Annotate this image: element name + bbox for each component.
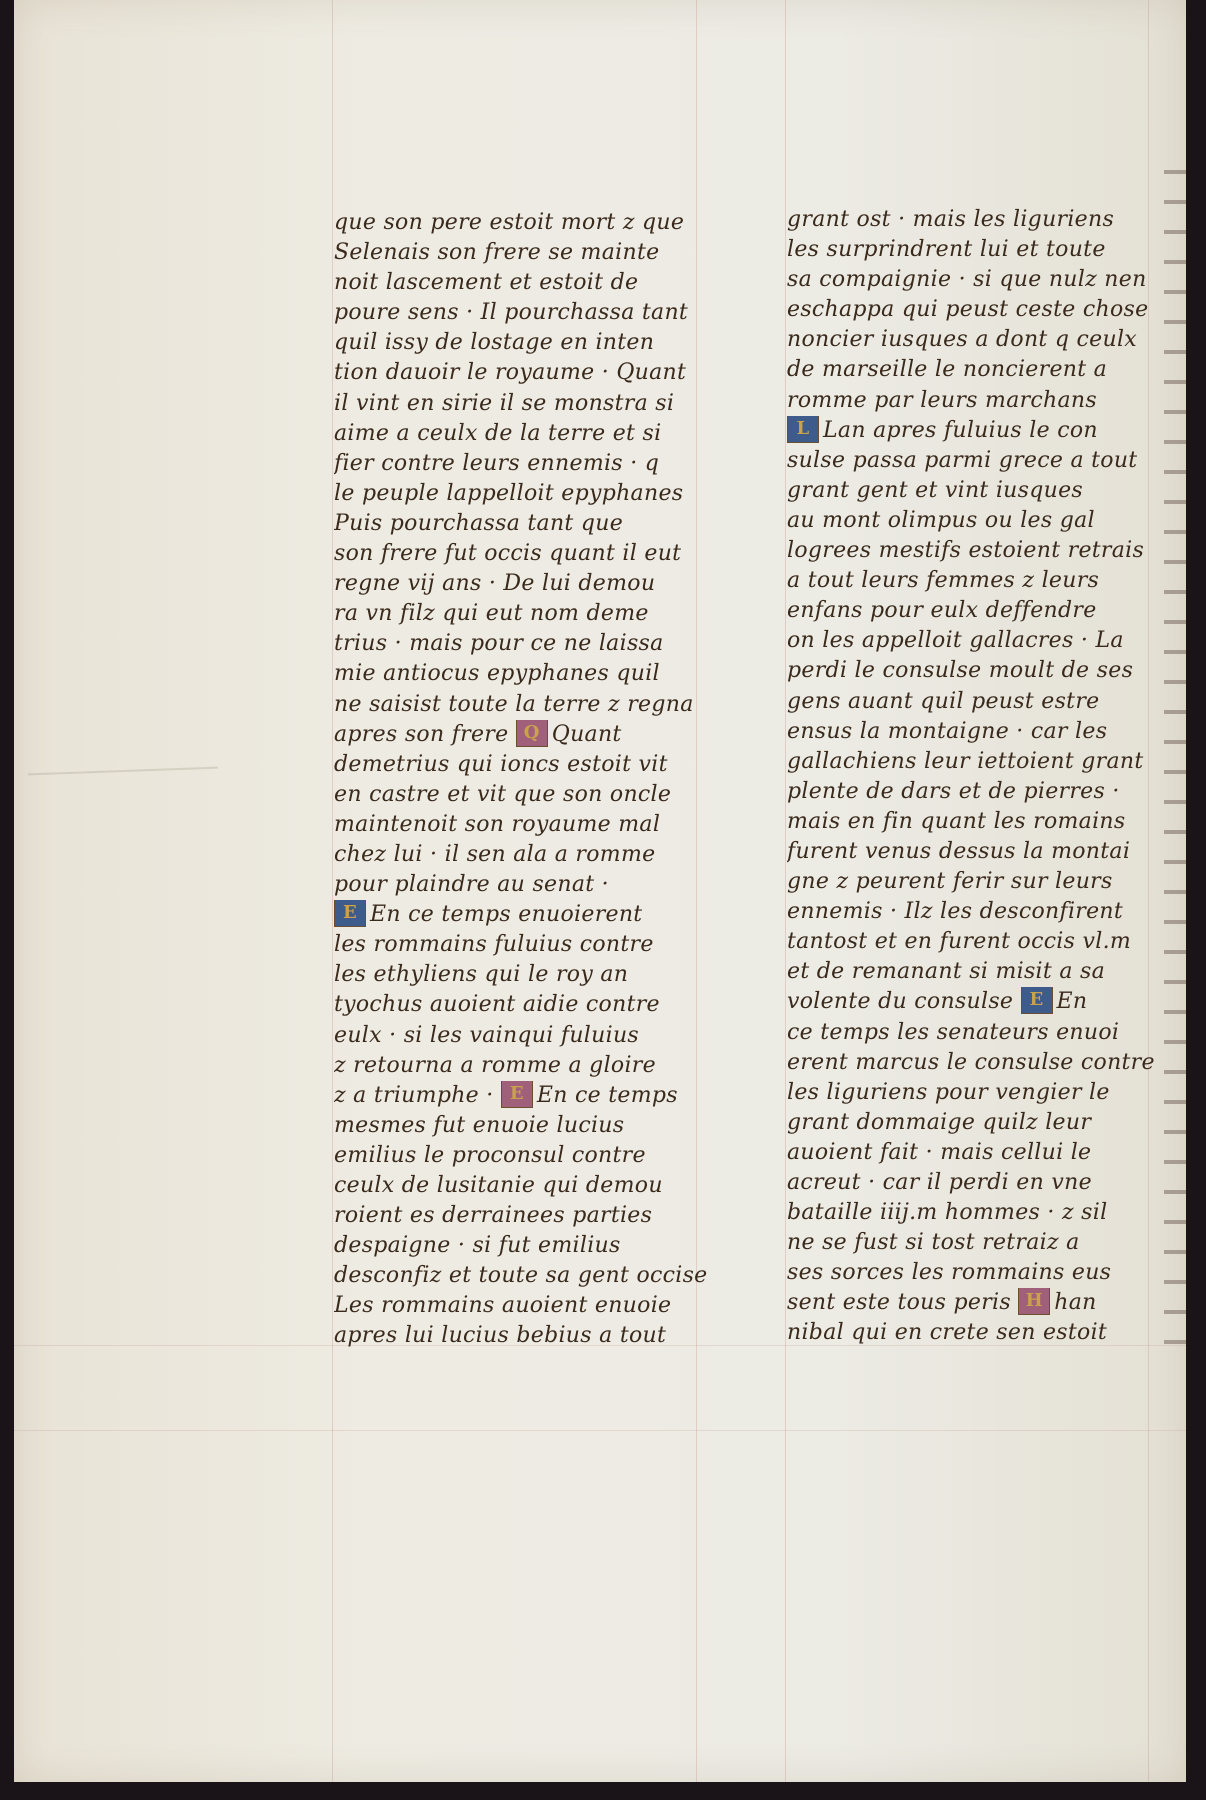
right-text-column <box>787 205 1182 1349</box>
manuscript-line <box>787 1198 1182 1228</box>
manuscript-line <box>334 268 729 298</box>
manuscript-line <box>334 509 729 539</box>
manuscript-line <box>334 569 729 599</box>
line-text: sent este tous peris <box>787 1290 1011 1316</box>
line-text: son frere fut occis quant il eut <box>334 541 682 567</box>
line-text: ceulx de lusitanie qui demou <box>334 1173 663 1198</box>
manuscript-line <box>334 1171 729 1201</box>
manuscript-line <box>787 1018 1182 1048</box>
line-text: tion dauoir le royaume · Quant <box>334 360 687 386</box>
line-text: mais en fin quant les romains <box>787 808 1126 834</box>
line-text: eulx · si les vainqui fuluius <box>334 1022 640 1048</box>
manuscript-line <box>334 1201 729 1231</box>
manuscript-line <box>334 1021 729 1051</box>
line-text: ce temps les senateurs enuoi <box>787 1019 1120 1045</box>
line-text-after-initial: En ce temps <box>536 1082 678 1108</box>
manuscript-line <box>787 235 1182 265</box>
illuminated-initial: H <box>1018 1288 1050 1315</box>
manuscript-line <box>787 596 1182 626</box>
manuscript-line <box>787 416 1182 446</box>
manuscript-line <box>334 449 729 479</box>
illuminated-initial: E <box>1021 987 1053 1014</box>
line-text: tantost et en furent occis vl.m <box>787 929 1132 955</box>
line-text: poure sens · Il pourchassa tant <box>334 300 689 326</box>
line-text-after-initial: En <box>1056 989 1088 1015</box>
line-text: les liguriens pour vengier le <box>787 1079 1110 1105</box>
line-text: apres son frere <box>334 721 509 747</box>
manuscript-line <box>787 687 1182 717</box>
manuscript-line <box>334 1261 729 1291</box>
manuscript-line <box>334 1081 729 1111</box>
ruling-line <box>785 0 786 1782</box>
line-text: desconfiz et toute sa gent occise <box>334 1263 708 1289</box>
manuscript-line <box>787 777 1182 807</box>
line-text: grant ost · mais les liguriens <box>787 207 1115 232</box>
line-text: en castre et vit que son oncle <box>334 781 672 807</box>
manuscript-line <box>787 717 1182 747</box>
line-text: sulse passa parmi grece a tout <box>787 447 1138 473</box>
line-text: nibal qui en crete sen estoit <box>787 1320 1108 1346</box>
line-text: gne z peurent ferir sur leurs <box>787 869 1113 895</box>
line-text: Selenais son frere se mainte <box>334 240 660 266</box>
line-text: grant gent et vint iusques <box>787 477 1084 503</box>
manuscript-line <box>787 747 1182 777</box>
ruling-line <box>14 1430 1186 1431</box>
manuscript-line <box>334 1291 729 1321</box>
line-text: sa compaignie · si que nulz nen <box>787 267 1147 293</box>
line-text: il vint en sirie il se monstra si <box>334 390 675 416</box>
manuscript-line <box>334 659 729 689</box>
line-text: les rommains fuluius contre <box>334 932 654 958</box>
manuscript-line <box>787 656 1182 686</box>
line-text: mesmes fut enuoie lucius <box>334 1112 625 1138</box>
manuscript-line <box>334 389 729 419</box>
line-text: furent venus dessus la montai <box>787 838 1131 864</box>
line-text: fier contre leurs ennemis · q <box>334 450 660 476</box>
line-text: perdi le consulse moult de ses <box>787 658 1134 684</box>
line-text: volente du consulse <box>787 989 1014 1015</box>
manuscript-line <box>334 629 729 659</box>
ruling-line <box>332 0 333 1782</box>
line-text: grant dommaige quilz leur <box>787 1109 1092 1135</box>
line-text: mie antiocus epyphanes quil <box>334 661 660 687</box>
manuscript-line <box>334 990 729 1020</box>
manuscript-line <box>334 780 729 810</box>
manuscript-line <box>334 208 729 238</box>
manuscript-line <box>334 900 729 930</box>
manuscript-line <box>787 1138 1182 1168</box>
line-text: logrees mestifs estoient retrais <box>787 538 1145 564</box>
line-text: ne se fust si tost retraiz a <box>787 1230 1080 1256</box>
manuscript-line <box>787 1108 1182 1138</box>
manuscript-line <box>334 750 729 780</box>
manuscript-line <box>334 1141 729 1171</box>
manuscript-line <box>334 960 729 990</box>
line-text: gallachiens leur iettoient grant <box>787 748 1144 774</box>
manuscript-line <box>787 446 1182 476</box>
manuscript-page <box>14 0 1186 1782</box>
manuscript-line <box>787 295 1182 325</box>
manuscript-line <box>787 957 1182 987</box>
manuscript-line <box>787 1288 1182 1318</box>
line-text: pour plaindre au senat · <box>334 872 609 898</box>
line-text: noncier iusques a dont q ceulx <box>787 327 1137 353</box>
line-text: le peuple lappelloit epyphanes <box>334 480 684 506</box>
line-text: maintenoit son royaume mal <box>334 811 661 837</box>
line-text: auoient fait · mais cellui le <box>787 1139 1092 1165</box>
manuscript-line <box>334 599 729 629</box>
manuscript-line <box>334 419 729 449</box>
line-text: au mont olimpus ou les gal <box>787 507 1095 533</box>
manuscript-line <box>334 479 729 509</box>
line-text: les surprindrent lui et toute <box>787 237 1106 263</box>
line-text: et de remanant si misit a sa <box>787 959 1106 985</box>
line-text: regne vij ans · De lui demou <box>334 571 656 597</box>
line-text: enfans pour eulx deffendre <box>787 598 1097 624</box>
line-text-after-initial: En ce temps enuoierent <box>370 902 643 928</box>
manuscript-line <box>787 325 1182 355</box>
line-text: z retourna a romme a gloire <box>334 1052 656 1078</box>
line-text: demetrius qui ioncs estoit vit <box>334 751 668 777</box>
left-text-column <box>334 208 729 1352</box>
manuscript-line <box>334 810 729 840</box>
manuscript-line <box>787 807 1182 837</box>
manuscript-line <box>334 328 729 358</box>
line-text: trius · mais pour ce ne laissa <box>334 631 664 657</box>
manuscript-line <box>787 837 1182 867</box>
manuscript-line <box>334 238 729 268</box>
line-text: erent marcus le consulse contre <box>787 1049 1155 1075</box>
manuscript-line <box>787 626 1182 656</box>
manuscript-line <box>787 1228 1182 1258</box>
line-text: acreut · car il perdi en vne <box>787 1170 1092 1195</box>
illuminated-initial: E <box>501 1081 533 1108</box>
manuscript-line <box>787 355 1182 385</box>
manuscript-line <box>334 690 729 720</box>
line-text-after-initial: Quant <box>551 721 622 747</box>
manuscript-line <box>334 358 729 388</box>
line-text: bataille iiij.m hommes · z sil <box>787 1200 1108 1226</box>
manuscript-line <box>334 870 729 900</box>
manuscript-line <box>787 1048 1182 1078</box>
manuscript-line <box>787 265 1182 295</box>
line-text: plente de dars et de pierres · <box>787 778 1120 804</box>
line-text: roient es derrainees parties <box>334 1203 653 1229</box>
line-text: Puis pourchassa tant que <box>334 510 624 536</box>
line-text: romme par leurs marchans <box>787 387 1097 413</box>
manuscript-line <box>787 927 1182 957</box>
manuscript-line <box>334 1231 729 1261</box>
line-text: que son pere estoit mort z que <box>334 210 685 235</box>
line-text: a tout leurs femmes z leurs <box>787 568 1100 594</box>
line-text: aime a ceulx de la terre et si <box>334 420 662 446</box>
manuscript-line <box>334 1321 729 1351</box>
line-text: ensus la montaigne · car les <box>787 718 1108 744</box>
manuscript-line <box>334 298 729 328</box>
line-text: emilius le proconsul contre <box>334 1142 646 1168</box>
line-text: ennemis · Ilz les desconfirent <box>787 899 1124 925</box>
manuscript-line <box>787 205 1182 235</box>
line-text: eschappa qui peust ceste chose <box>787 297 1149 323</box>
illuminated-initial: E <box>334 900 366 927</box>
manuscript-line <box>334 930 729 960</box>
line-text: ses sorces les rommains eus <box>787 1260 1112 1286</box>
manuscript-line <box>787 987 1182 1017</box>
line-text: noit lascement et estoit de <box>334 270 639 296</box>
manuscript-line <box>787 867 1182 897</box>
line-text: chez lui · il sen ala a romme <box>334 841 656 867</box>
manuscript-line <box>787 386 1182 416</box>
line-text: on les appelloit gallacres · La <box>787 628 1124 654</box>
line-text: apres lui lucius bebius a tout <box>334 1323 667 1349</box>
line-text: les ethyliens qui le roy an <box>334 962 629 988</box>
line-text: quil issy de lostage en inten <box>334 330 655 356</box>
manuscript-line <box>787 536 1182 566</box>
line-text: gens auant quil peust estre <box>787 688 1100 714</box>
line-text: ne saisist toute la terre z regna <box>334 691 694 717</box>
line-text: tyochus auoient aidie contre <box>334 992 660 1018</box>
manuscript-line <box>334 539 729 569</box>
illuminated-initial: L <box>787 416 819 443</box>
manuscript-line <box>787 1168 1182 1198</box>
manuscript-line <box>787 1078 1182 1108</box>
page-crease <box>28 767 218 776</box>
line-text: de marseille le noncierent a <box>787 357 1108 383</box>
manuscript-line <box>787 476 1182 506</box>
manuscript-line <box>334 840 729 870</box>
line-text: z a triumphe · <box>334 1082 494 1108</box>
manuscript-line <box>787 566 1182 596</box>
line-text: despaigne · si fut emilius <box>334 1233 621 1259</box>
manuscript-line <box>787 897 1182 927</box>
manuscript-line <box>787 1318 1182 1348</box>
line-text-after-initial: han <box>1054 1290 1097 1316</box>
manuscript-line <box>787 506 1182 536</box>
manuscript-line <box>334 1111 729 1141</box>
line-text: Les rommains auoient enuoie <box>334 1293 672 1319</box>
manuscript-line <box>787 1258 1182 1288</box>
line-text: ra vn filz qui eut nom deme <box>334 601 649 627</box>
line-text-after-initial: Lan apres fuluius le con <box>823 417 1098 443</box>
illuminated-initial: Q <box>516 720 548 747</box>
adjacent-page-edge <box>1164 160 1186 1360</box>
manuscript-line <box>334 720 729 750</box>
manuscript-line <box>334 1051 729 1081</box>
